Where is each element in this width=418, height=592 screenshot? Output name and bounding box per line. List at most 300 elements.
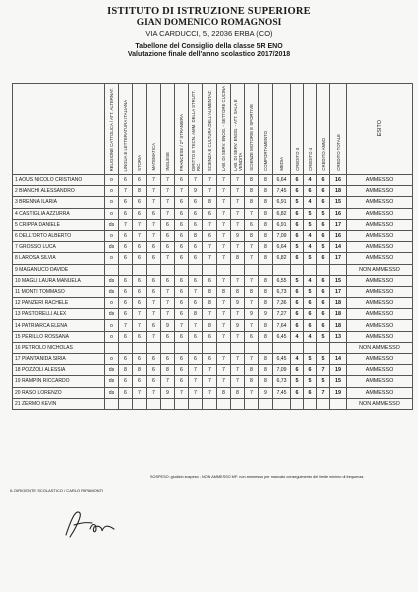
grade-cell: 6 — [291, 387, 304, 398]
grade-cell: 6 — [203, 331, 217, 342]
column-header — [245, 84, 259, 175]
table-row — [13, 186, 413, 197]
student-name: 8 LAROSA SILVIA — [13, 253, 105, 264]
grade-cell: 6 — [147, 365, 161, 376]
grade-cell — [259, 398, 273, 409]
grade-cell: ds — [105, 286, 119, 297]
grade-cell: 5 — [304, 208, 317, 219]
grade-cell: ds — [105, 365, 119, 376]
table-row — [13, 398, 413, 409]
column-header-label: FRANCESE / 2^ STRANIERA — [179, 113, 184, 171]
grade-cell: ds — [105, 376, 119, 387]
grade-cell: 7 — [245, 242, 259, 253]
grade-cell: 9 — [231, 320, 245, 331]
grade-cell: 7 — [189, 365, 203, 376]
table-row — [13, 286, 413, 297]
grade-cell: 6 — [133, 286, 147, 297]
grade-cell: 4 — [304, 242, 317, 253]
column-header-label: LAB. DI SERV. ENOG. - SETTORE CUCINA — [221, 85, 226, 171]
grade-cell — [317, 398, 330, 409]
outcome-cell: AMMESSO — [347, 286, 413, 297]
table-row — [13, 331, 413, 342]
table-row — [13, 264, 413, 275]
grade-cell: 8 — [203, 197, 217, 208]
grade-cell: 9 — [231, 230, 245, 241]
column-header-label: DIRITTO E TECN. AMM. DELLA STRUTT. RIC. — [190, 90, 201, 171]
outcome-cell: AMMESSO — [347, 219, 413, 230]
grade-cell: 8 — [259, 275, 273, 286]
grade-cell: 6 — [317, 320, 330, 331]
grade-cell: 7,27 — [273, 309, 291, 320]
grade-cell: 7 — [189, 175, 203, 186]
grade-cell: 9 — [161, 320, 175, 331]
table-row — [13, 320, 413, 331]
grade-cell: 6 — [147, 253, 161, 264]
grade-cell: 5 — [291, 197, 304, 208]
table-row — [13, 309, 413, 320]
student-name: 3 BRENNA ILARIA — [13, 197, 105, 208]
grade-cell: 6 — [203, 208, 217, 219]
grade-cell: 6 — [133, 208, 147, 219]
board-subtitle: Valutazione finale dell'anno scolastico 2017/2018 — [127, 51, 291, 58]
grade-cell: ds — [105, 309, 119, 320]
grade-cell: 18 — [330, 298, 347, 309]
table-row — [13, 197, 413, 208]
grade-cell: 7 — [189, 376, 203, 387]
grade-cell: 7 — [217, 309, 231, 320]
grade-cell: 6 — [147, 354, 161, 365]
grade-cell: 4 — [304, 275, 317, 286]
grade-cell: 6 — [161, 242, 175, 253]
grade-cell: 6 — [317, 275, 330, 286]
grade-cell: 8 — [189, 309, 203, 320]
student-name: 17 PIANTANIDA SIRIA — [13, 354, 105, 365]
grade-cell: 4 — [291, 354, 304, 365]
grade-cell: 6 — [317, 298, 330, 309]
grade-cell: 16 — [330, 230, 347, 241]
outcome-cell: AMMESSO — [347, 354, 413, 365]
grade-cell: 7 — [217, 298, 231, 309]
grade-cell: 7 — [119, 219, 133, 230]
school-type: ISTITUTO DI ISTRUZIONE SUPERIORE — [107, 6, 311, 17]
grade-cell: 7 — [175, 186, 189, 197]
footnote: SOSPESO: giudizio sospeso ; NON AMMESSO MF: non ammesso per mancato conseguimento del limite minimo di frequenza — [150, 475, 364, 479]
grade-cell — [175, 342, 189, 353]
grade-cell: 6 — [317, 175, 330, 186]
grade-cell: 6 — [175, 286, 189, 297]
grade-cell: 6 — [175, 242, 189, 253]
grade-cell: o — [105, 298, 119, 309]
grade-cell: 6 — [291, 230, 304, 241]
table-row — [13, 376, 413, 387]
outcome-cell: AMMESSO — [347, 186, 413, 197]
grade-cell: 7 — [217, 208, 231, 219]
grade-cell: 7 — [217, 354, 231, 365]
grade-cell: 6 — [175, 175, 189, 186]
grade-cell: 6 — [147, 242, 161, 253]
outcome-cell: AMMESSO — [347, 230, 413, 241]
grade-cell: 6 — [203, 354, 217, 365]
grade-cell: 7 — [217, 219, 231, 230]
grade-cell: ds — [105, 387, 119, 398]
grade-cell: 5 — [317, 242, 330, 253]
grade-cell: 7 — [203, 253, 217, 264]
grade-cell — [231, 398, 245, 409]
table-row — [13, 365, 413, 376]
signature-label: IL DIRIGENTE SCOLASTICO / CARLO RIPAMONTI — [10, 488, 104, 493]
grade-cell: 8 — [245, 197, 259, 208]
grade-cell: 7 — [217, 365, 231, 376]
grade-cell: 8 — [161, 365, 175, 376]
grade-cell: 6 — [175, 275, 189, 286]
grade-cell: 6 — [291, 186, 304, 197]
student-name: 5 CRIPPA DANIELE — [13, 219, 105, 230]
grade-cell: 8 — [133, 186, 147, 197]
grade-cell: 6,91 — [273, 219, 291, 230]
grade-cell: 6 — [161, 354, 175, 365]
grade-cell: 8 — [259, 175, 273, 186]
grade-cell: o — [105, 230, 119, 241]
grade-cell: 6 — [189, 253, 203, 264]
grade-cell: 7 — [231, 309, 245, 320]
grade-cell: 7 — [147, 219, 161, 230]
grade-cell: 6 — [304, 320, 317, 331]
grade-cell: o — [105, 186, 119, 197]
grade-cell: 6 — [291, 365, 304, 376]
student-name: 12 PANZERI RACHELE — [13, 298, 105, 309]
column-header — [175, 84, 189, 175]
grade-cell: 6 — [119, 309, 133, 320]
grade-cell: 7 — [161, 376, 175, 387]
grade-cell: 6 — [189, 219, 203, 230]
grade-cell — [119, 264, 133, 275]
grade-cell: 8 — [217, 286, 231, 297]
grade-cell: 6,64 — [273, 242, 291, 253]
grade-cell: 6 — [291, 298, 304, 309]
grade-cell: 6 — [291, 253, 304, 264]
grade-cell: 7 — [161, 253, 175, 264]
grade-cell — [231, 264, 245, 275]
column-header-label: INGLESE — [165, 152, 170, 171]
grade-cell: 7 — [133, 309, 147, 320]
grade-cell: 6 — [189, 354, 203, 365]
grade-cell: 7 — [133, 320, 147, 331]
grade-cell: 7 — [203, 376, 217, 387]
outcome-cell: AMMESSO — [347, 275, 413, 286]
grade-cell: 5 — [317, 354, 330, 365]
grade-cell: 7 — [133, 219, 147, 230]
grade-cell: o — [105, 175, 119, 186]
grade-cell — [203, 342, 217, 353]
grade-cell: 7 — [147, 175, 161, 186]
grade-cell: 6 — [161, 230, 175, 241]
grade-cell — [203, 398, 217, 409]
grade-cell: 5 — [304, 376, 317, 387]
handwritten-signature — [62, 505, 122, 541]
grade-cell: 8 — [259, 242, 273, 253]
grade-cell: 7 — [231, 376, 245, 387]
grade-cell: 7 — [133, 230, 147, 241]
grade-cell: 6 — [133, 175, 147, 186]
grade-cell: 7 — [161, 309, 175, 320]
outcome-cell: AMMESSO — [347, 253, 413, 264]
grade-cell — [304, 264, 317, 275]
table-row — [13, 275, 413, 286]
outcome-cell: AMMESSO — [347, 298, 413, 309]
grade-cell: 8 — [245, 286, 259, 297]
grade-cell: 6 — [133, 298, 147, 309]
grade-cell: 6 — [147, 286, 161, 297]
grade-cell — [119, 342, 133, 353]
column-header — [189, 84, 203, 175]
school-name: GIAN DOMENICO ROMAGNOSI — [136, 18, 282, 28]
grade-cell: 8 — [259, 186, 273, 197]
grade-cell: 6 — [189, 208, 203, 219]
grade-cell: 16 — [330, 175, 347, 186]
grade-cell: 7 — [231, 197, 245, 208]
grade-cell — [147, 398, 161, 409]
grade-cell: 7 — [231, 219, 245, 230]
grade-cell: 8 — [259, 331, 273, 342]
table-row — [13, 342, 413, 353]
student-name: 13 PASTORELLI ALEX — [13, 309, 105, 320]
student-name: 1 AOUS NICOLO CRISTIANO — [13, 175, 105, 186]
grade-cell: 7 — [203, 309, 217, 320]
grade-cell: 5 — [304, 219, 317, 230]
grade-cell: 6 — [291, 175, 304, 186]
grade-cell: 7 — [147, 186, 161, 197]
grade-cell: 8 — [245, 186, 259, 197]
grade-cell — [189, 264, 203, 275]
grade-cell: 8 — [259, 219, 273, 230]
grade-cell: 7 — [147, 230, 161, 241]
grade-cell: 6 — [304, 298, 317, 309]
grade-cell: 6 — [175, 197, 189, 208]
grade-cell: 5 — [317, 331, 330, 342]
grade-cell: 6 — [245, 219, 259, 230]
grade-cell — [147, 342, 161, 353]
table-row — [13, 387, 413, 398]
grade-cell: 7,45 — [273, 387, 291, 398]
grade-cell: 7,36 — [273, 298, 291, 309]
grade-cell: 6 — [119, 175, 133, 186]
grade-cell: 6 — [175, 230, 189, 241]
grade-cell: 6,64 — [273, 175, 291, 186]
grade-cell: 15 — [330, 275, 347, 286]
grade-cell: 7 — [245, 253, 259, 264]
grade-cell: 8 — [245, 230, 259, 241]
grade-cell: 6 — [175, 331, 189, 342]
grade-cell: 7 — [175, 320, 189, 331]
grade-cell: 7 — [245, 275, 259, 286]
grade-cell: 7,09 — [273, 230, 291, 241]
grade-cell: 9 — [231, 298, 245, 309]
grade-cell: 6 — [291, 219, 304, 230]
grade-cell: 7 — [147, 331, 161, 342]
grade-cell: 7 — [189, 320, 203, 331]
grade-cell — [291, 264, 304, 275]
grade-cell — [330, 264, 347, 275]
grade-cell: 8 — [119, 365, 133, 376]
column-header-label: MEDIA — [279, 157, 284, 171]
grade-cell: 6 — [291, 208, 304, 219]
grade-cell: 6 — [133, 197, 147, 208]
grade-cell: 7,45 — [273, 186, 291, 197]
grade-cell: 6 — [189, 242, 203, 253]
grade-cell: 4 — [291, 331, 304, 342]
grade-cell — [245, 398, 259, 409]
grade-cell: 18 — [330, 320, 347, 331]
grade-cell: 8 — [231, 387, 245, 398]
grade-cell: 7 — [203, 219, 217, 230]
grade-cell: 18 — [330, 309, 347, 320]
grade-cell: 8 — [259, 376, 273, 387]
grade-cell — [291, 398, 304, 409]
column-header-label: RELIGIONE CATTOLICA / ATT. ALTERNAT. — [109, 87, 114, 171]
grade-cell — [217, 264, 231, 275]
student-name: 16 PETROLO NICHOLAS — [13, 342, 105, 353]
grade-cell: 5 — [317, 376, 330, 387]
grade-cell: 6,73 — [273, 286, 291, 297]
student-name: 14 PATRIARCA ELENA — [13, 320, 105, 331]
grade-cell: 8 — [203, 298, 217, 309]
esito-header-label: ESITO — [376, 119, 383, 137]
grade-cell: 7 — [189, 286, 203, 297]
grade-cell — [147, 264, 161, 275]
grade-cell: 16 — [330, 208, 347, 219]
outcome-cell: AMMESSO — [347, 376, 413, 387]
grade-cell — [105, 264, 119, 275]
grade-cell: 7 — [217, 197, 231, 208]
table-row — [13, 253, 413, 264]
grade-cell: 8 — [259, 253, 273, 264]
grade-cell: 6 — [304, 309, 317, 320]
grade-cell: 6 — [161, 275, 175, 286]
grade-cell: 8 — [259, 320, 273, 331]
column-header — [119, 84, 133, 175]
grade-cell: 7 — [245, 320, 259, 331]
grade-cell: 7 — [217, 242, 231, 253]
grade-cell: ds — [105, 242, 119, 253]
grade-cell: 6,55 — [273, 275, 291, 286]
grade-cell: o — [105, 197, 119, 208]
grade-cell: 6 — [133, 275, 147, 286]
grade-cell: 6 — [133, 253, 147, 264]
table-row — [13, 354, 413, 365]
outcome-cell: NON AMMESSO — [347, 264, 413, 275]
grade-cell: 6 — [291, 286, 304, 297]
student-name: 7 GROSSO LUCA — [13, 242, 105, 253]
grade-cell: 6 — [175, 376, 189, 387]
grade-cell: 4 — [304, 197, 317, 208]
student-name: 15 PERILLO ROSSANA — [13, 331, 105, 342]
grade-cell: 6 — [175, 309, 189, 320]
grade-cell: 8 — [203, 286, 217, 297]
grade-cell: 6 — [189, 197, 203, 208]
grade-cell: 6 — [175, 219, 189, 230]
grade-cell — [317, 264, 330, 275]
table-row — [13, 219, 413, 230]
grade-cell: 7 — [175, 387, 189, 398]
grade-cell — [330, 342, 347, 353]
grade-cell: 6 — [119, 298, 133, 309]
grade-cell: ds — [105, 275, 119, 286]
grade-cell: 9 — [161, 387, 175, 398]
grade-cell — [259, 342, 273, 353]
grade-cell — [161, 264, 175, 275]
outcome-cell: AMMESSO — [347, 309, 413, 320]
grade-cell: 7 — [161, 197, 175, 208]
grade-cell: 7 — [231, 275, 245, 286]
column-header-label: LINGUA E LETTERATURA ITALIANA — [123, 99, 128, 171]
grade-cell — [231, 342, 245, 353]
grade-cell: 15 — [330, 197, 347, 208]
grade-cell: 15 — [330, 376, 347, 387]
grade-cell: 8 — [245, 365, 259, 376]
grade-cell: 6 — [203, 230, 217, 241]
grade-cell — [133, 264, 147, 275]
table-row — [13, 298, 413, 309]
grade-cell: 7 — [245, 298, 259, 309]
grade-cell: 6,73 — [273, 376, 291, 387]
grade-cell: 7 — [217, 275, 231, 286]
grade-cell: 6 — [119, 275, 133, 286]
grade-cell: 7 — [231, 175, 245, 186]
grade-cell — [161, 398, 175, 409]
grade-cell: 6 — [161, 331, 175, 342]
grade-cell: 7 — [147, 298, 161, 309]
grade-cell: 6 — [245, 331, 259, 342]
grade-cell: 6 — [317, 286, 330, 297]
grade-cell: 9 — [189, 186, 203, 197]
grade-cell: 8 — [259, 365, 273, 376]
grade-cell: 7 — [147, 387, 161, 398]
table-row — [13, 242, 413, 253]
grade-cell: 6 — [203, 275, 217, 286]
grade-cell — [133, 398, 147, 409]
student-name: 20 RASO LORENZO — [13, 387, 105, 398]
grade-cell: 7 — [147, 309, 161, 320]
grade-cell: 17 — [330, 286, 347, 297]
grade-cell — [189, 342, 203, 353]
grade-cell: 7 — [217, 253, 231, 264]
grade-cell: 6 — [147, 208, 161, 219]
grade-cell: 7 — [147, 197, 161, 208]
grade-cell: 5 — [291, 242, 304, 253]
grade-cell: o — [105, 331, 119, 342]
grade-cell — [133, 342, 147, 353]
grade-cell: 17 — [330, 253, 347, 264]
grade-cell: 4 — [304, 331, 317, 342]
outcome-cell: AMMESSO — [347, 242, 413, 253]
grade-cell: 7 — [217, 186, 231, 197]
grade-cell — [273, 342, 291, 353]
column-header — [147, 84, 161, 175]
grade-cell: 7 — [217, 320, 231, 331]
grade-cell: 6 — [133, 331, 147, 342]
grade-cell: 5 — [291, 376, 304, 387]
grade-cell: 6 — [119, 376, 133, 387]
grade-cell: 6 — [317, 219, 330, 230]
grade-cell: 14 — [330, 242, 347, 253]
grade-cell: 7 — [133, 387, 147, 398]
grade-cell: 7 — [245, 208, 259, 219]
column-header — [203, 84, 217, 175]
grade-cell: 6 — [317, 230, 330, 241]
grade-cell: 7 — [161, 298, 175, 309]
grade-cell: 5 — [317, 208, 330, 219]
grade-cell: 8 — [259, 197, 273, 208]
